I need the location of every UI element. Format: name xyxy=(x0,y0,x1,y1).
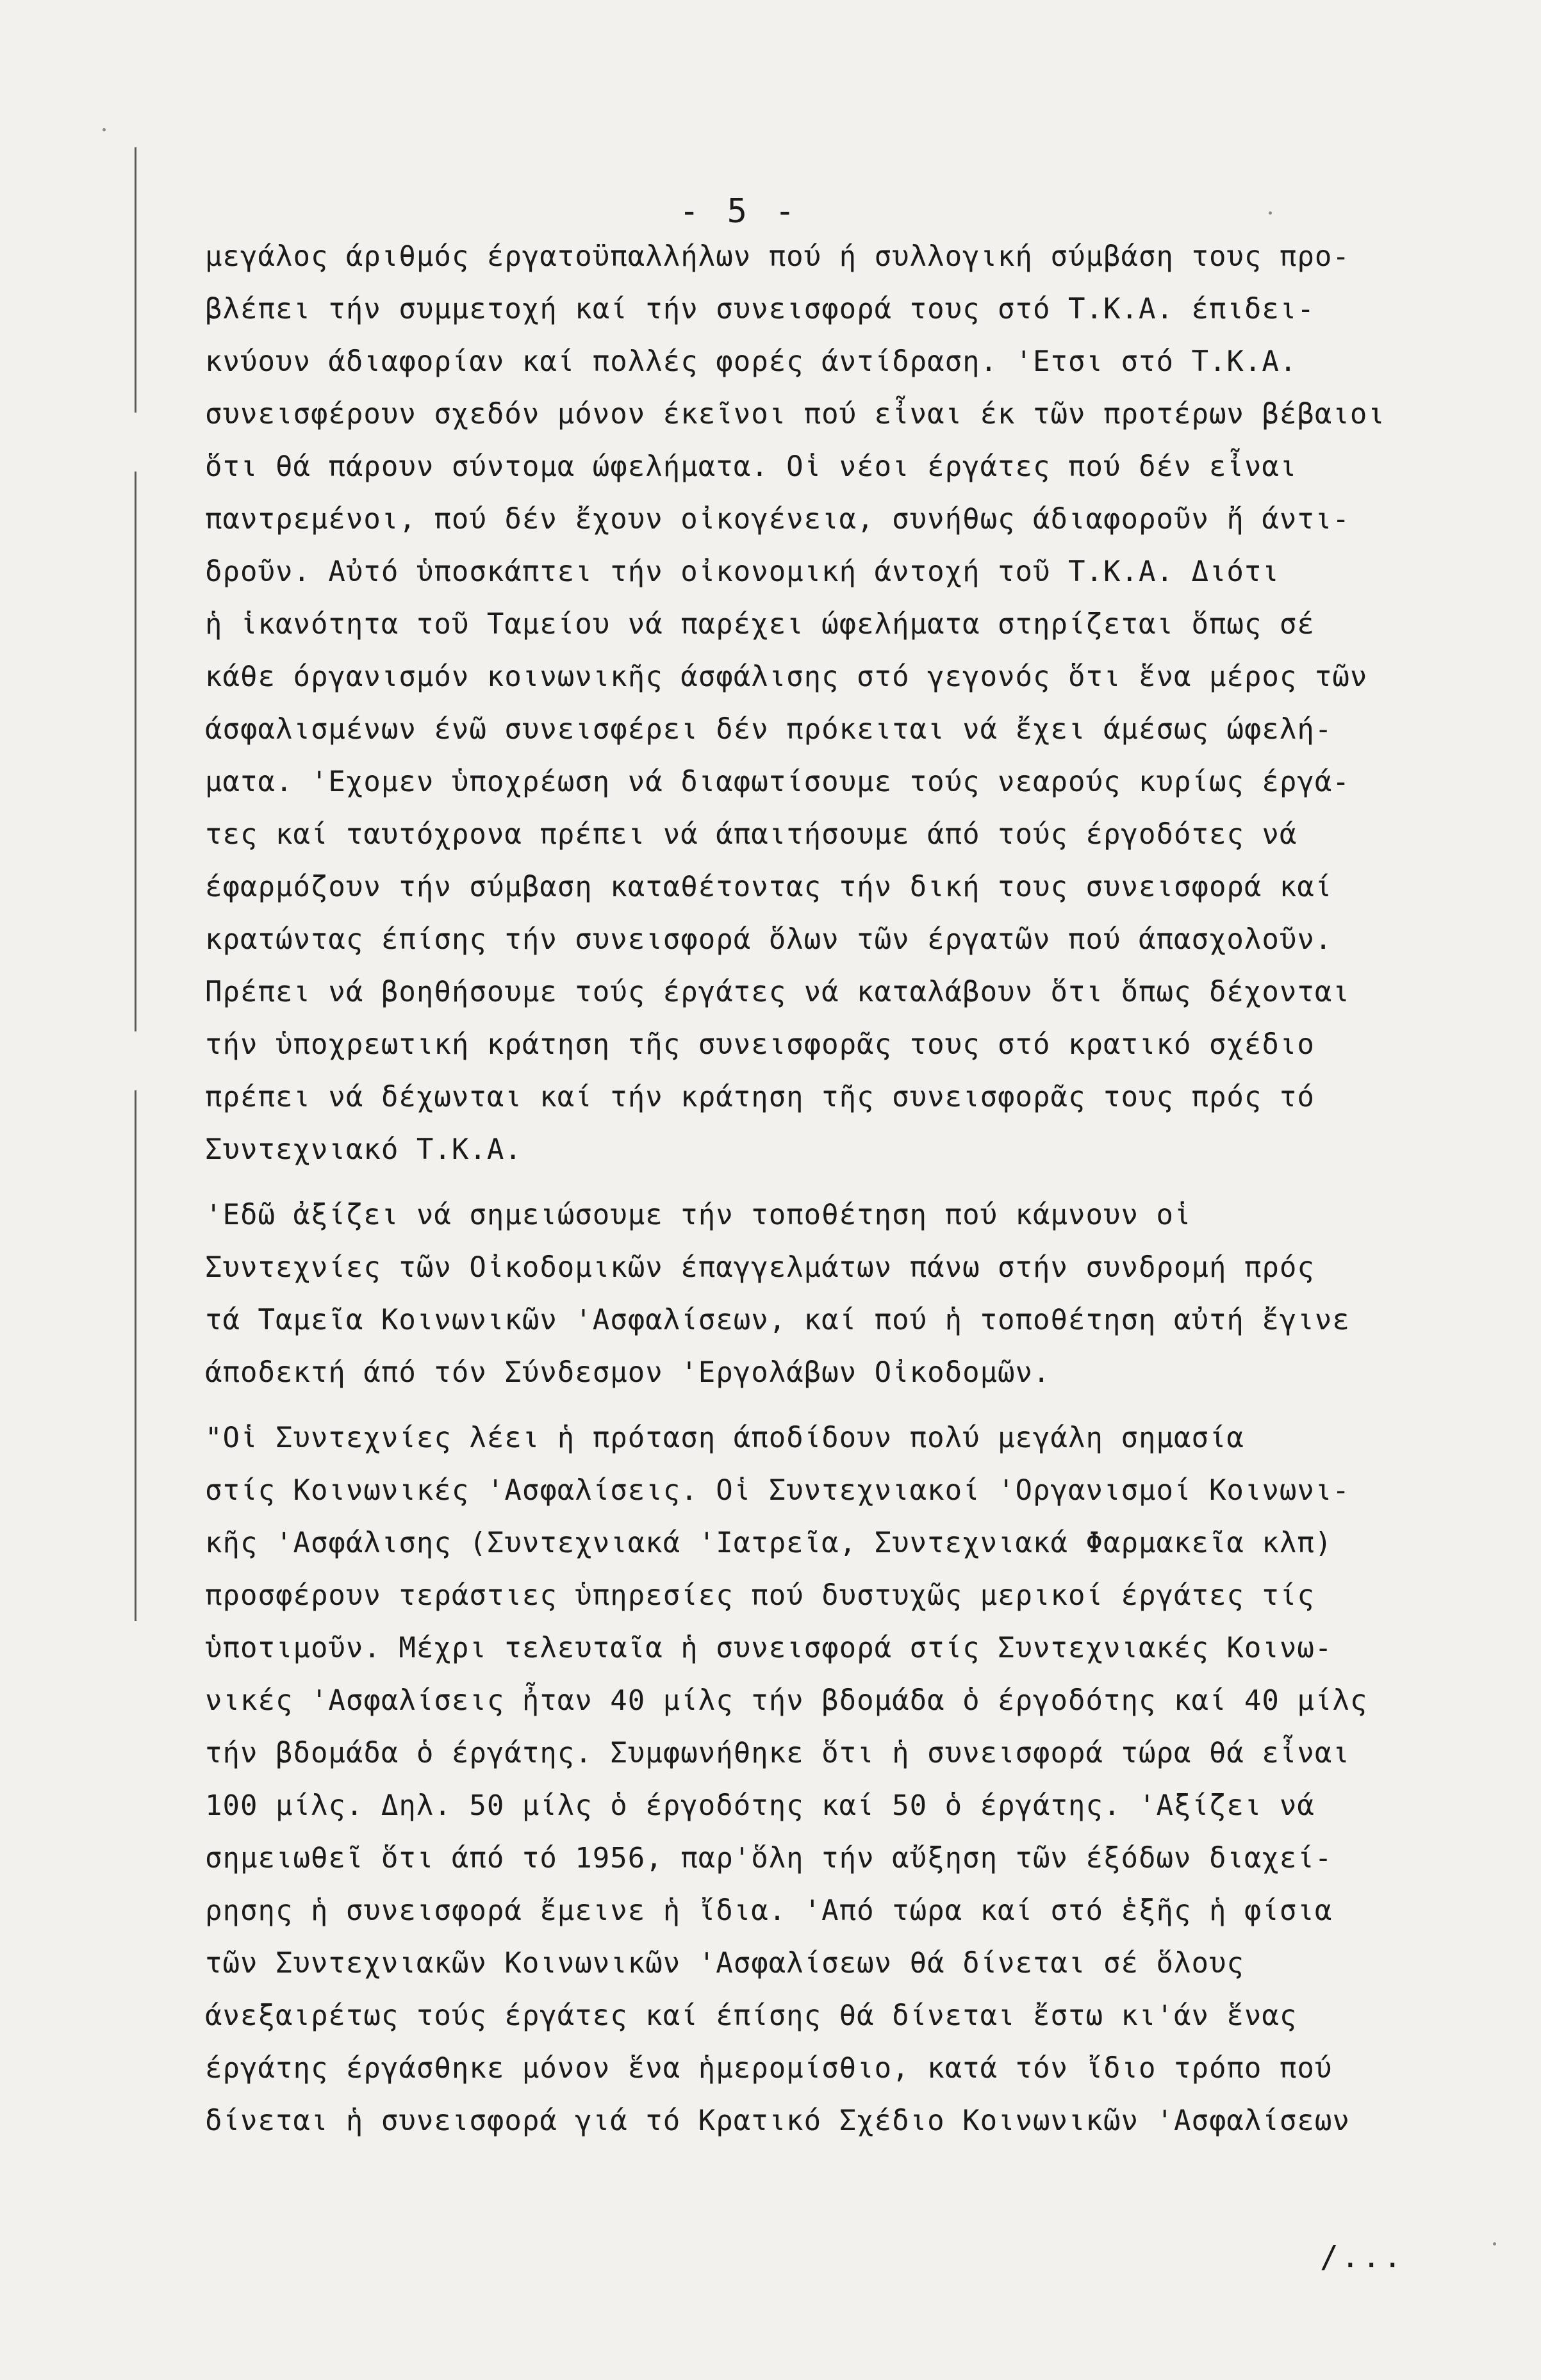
text-line: 100 μίλς. Δηλ. 50 μίλς ὁ έργοδότης καί 50 ὁ έργάτης. 'Αξίζει νά xyxy=(205,1789,1315,1822)
text-line: έργάτης έργάσθηκε μόνον ἕνα ἡμερομίσθιο, κατά τόν ἴδιο τρόπο πού xyxy=(205,2052,1333,2085)
text-line: άνεξαιρέτως τούς έργάτες καί έπίσης θά δίνεται ἔστω κι'άν ἕνας xyxy=(205,1999,1298,2032)
scan-speck xyxy=(1269,211,1272,215)
text-line: "Οἱ Συντεχνίες λέει ἡ πρόταση άποδίδουν πολύ μεγάλη σημασία xyxy=(205,1422,1244,1454)
text-line: μεγάλος άριθμός έργατοϋπαλλήλων πού ή συλλογική σύμβάση τους προ- xyxy=(205,240,1350,273)
text-line: προσφέρουν τεράστιες ὑπηρεσίες πού δυστυχῶς μερικοί έργάτες τίς xyxy=(205,1579,1315,1612)
text-line: τά Ταμεῖα Κοινωνικῶν 'Ασφαλίσεων, καί πού ἡ τοποθέτηση αὐτή ἔγινε xyxy=(205,1304,1350,1336)
text-line: κάθε όργανισμόν κοινωνικῆς άσφάλισης στό γεγονός ὅτι ἕνα μέρος τῶν xyxy=(205,661,1368,693)
text-line: τες καί ταυτόχρονα πρέπει νά άπαιτήσουμε άπό τούς έργοδότες νά xyxy=(205,818,1298,851)
document-body xyxy=(205,231,1487,2147)
text-line: κρατώντας έπίσης τήν συνεισφορά ὅλων τῶν έργατῶν πού άπασχολοῦν. xyxy=(205,923,1333,956)
text-line: έφαρμόζουν τήν σύμβαση καταθέτοντας τήν δική τους συνεισφορά καί xyxy=(205,871,1333,903)
paragraph-gap xyxy=(205,1176,1487,1189)
text-line: ἡ ἱκανότητα τοῦ Ταμείου νά παρέχει ώφελήματα στηρίζεται ὅπως σέ xyxy=(205,608,1315,641)
text-line: δίνεται ἡ συνεισφορά γιά τό Κρατικό Σχέδιο Κοινωνικῶν 'Ασφαλίσεων xyxy=(205,2105,1350,2137)
text-line: παντρεμένοι, πού δέν ἔχουν οἰκογένεια, συνήθως άδιαφοροῦν ἤ άντι- xyxy=(205,503,1350,536)
scan-speck xyxy=(103,128,106,131)
text-line: σημειωθεῖ ὅτι άπό τό 1956, παρ'ὅλη τήν αὔξηση τῶν έξόδων διαχεί- xyxy=(205,1842,1333,1875)
text-line: ὅτι θά πάρουν σύντομα ώφελήματα. Οἱ νέοι έργάτες πού δέν εἶναι xyxy=(205,450,1298,483)
text-line: κῆς 'Ασφάλισης (Συντεχνιακά 'Ιατρεῖα, Συντεχνιακά Φαρμακεῖα κλπ) xyxy=(205,1527,1333,1559)
text-line: πρέπει νά δέχωνται καί τήν κράτηση τῆς συνεισφορᾶς τους πρός τό xyxy=(205,1081,1315,1113)
text-line: τήν ὑποχρεωτική κράτηση τῆς συνεισφορᾶς τους στό κρατικό σχέδιο xyxy=(205,1028,1315,1061)
paragraph-gap xyxy=(205,1399,1487,1412)
text-line: ὑποτιμοῦν. Μέχρι τελευταῖα ἡ συνεισφορά στίς Συντεχνιακές Κοινω- xyxy=(205,1632,1333,1664)
text-line: ρησης ἡ συνεισφορά ἔμεινε ἡ ἴδια. 'Από τώρα καί στό ἑξῆς ἡ φίσια xyxy=(205,1894,1333,1927)
page-number: - 5 - xyxy=(679,192,799,231)
text-line: Πρέπει νά βοηθήσουμε τούς έργάτες νά καταλάβουν ὅτι ὅπως δέχονται xyxy=(205,976,1350,1008)
text-line: δροῦν. Αὐτό ὑποσκάπτει τήν οἰκονομική άντοχή τοῦ Τ.Κ.Α. Διότι xyxy=(205,555,1280,588)
text-line: τήν βδομάδα ὁ έργάτης. Συμφωνήθηκε ὅτι ἡ συνεισφορά τώρα θά εἶναι xyxy=(205,1737,1350,1769)
text-line: άποδεκτή άπό τόν Σύνδεσμον 'Εργολάβων Οἰκοδομῶν. xyxy=(205,1356,1051,1389)
text-line: τῶν Συντεχνιακῶν Κοινωνικῶν 'Ασφαλίσεων θά δίνεται σέ ὅλους xyxy=(205,1947,1244,1980)
scan-speck xyxy=(1493,2242,1496,2245)
text-line: νικές 'Ασφαλίσεις ἦταν 40 μίλς τήν βδομάδα ὁ έργοδότης καί 40 μίλς xyxy=(205,1684,1368,1717)
text-line: ματα. 'Εχομεν ὑποχρέωση νά διαφωτίσουμε τούς νεαρούς κυρίως έργά- xyxy=(205,766,1350,798)
text-line: βλέπει τήν συμμετοχή καί τήν συνεισφορά τους στό Τ.Κ.Α. έπιδει- xyxy=(205,293,1315,325)
text-line: άσφαλισμένων ένῶ συνεισφέρει δέν πρόκειται νά ἔχει άμέσως ώφελή- xyxy=(205,713,1333,746)
text-line: στίς Κοινωνικές 'Ασφαλίσεις. Οἱ Συντεχνιακοί 'Οργανισμοί Κοινωνι- xyxy=(205,1474,1350,1507)
continuation-mark: /... xyxy=(1320,2239,1405,2275)
margin-rule xyxy=(135,147,136,1621)
text-line: Συντεχνιακό Τ.Κ.Α. xyxy=(205,1133,522,1166)
text-line: 'Εδῶ ἀξίζει νά σημειώσουμε τήν τοποθέτηση πού κάμνουν οἱ xyxy=(205,1199,1192,1231)
text-line: συνεισφέρουν σχεδόν μόνον έκεῖνοι πού εἶναι έκ τῶν προτέρων βέβαιοι xyxy=(205,398,1385,431)
text-line: κνύουν άδιαφορίαν καί πολλές φορές άντίδραση. 'Ετσι στό Τ.Κ.Α. xyxy=(205,345,1298,378)
text-line: Συντεχνίες τῶν Οἰκοδομικῶν έπαγγελμάτων πάνω στήν συνδρομή πρός xyxy=(205,1251,1315,1284)
